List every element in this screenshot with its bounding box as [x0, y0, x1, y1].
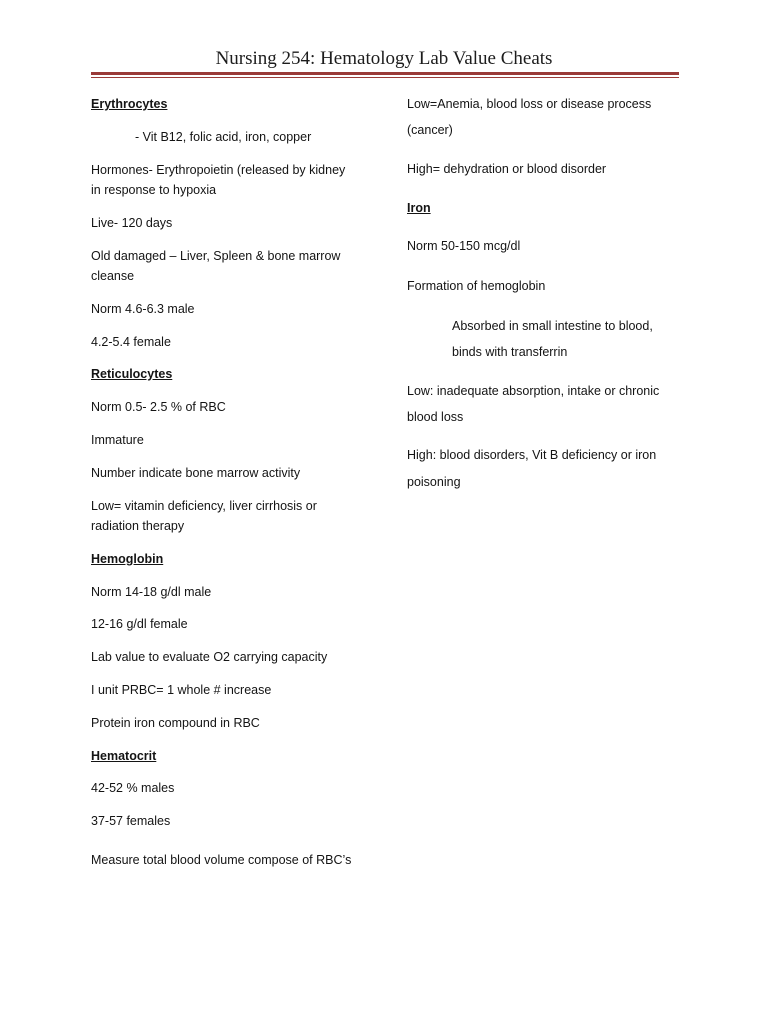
title-rule-thick [91, 72, 679, 75]
section-heading: Hemoglobin [91, 552, 164, 566]
text-line: (cancer) [407, 123, 453, 137]
title-rule-thin [91, 77, 679, 78]
text-line: 4.2-5.4 female [91, 335, 171, 349]
text-line: in response to hypoxia [91, 183, 217, 197]
text-line: binds with transferrin [452, 345, 568, 359]
text-line: High= dehydration or blood disorder [407, 162, 607, 176]
text-line: High: blood disorders, Vit B deficiency or iron [407, 448, 657, 462]
text-line: Number indicate bone marrow activity [91, 466, 301, 480]
section-heading: Reticulocytes [91, 367, 173, 381]
page-title: Nursing 254: Hematology Lab Value Cheats [215, 48, 553, 69]
text-line: poisoning [407, 475, 461, 489]
text-line: Protein iron compound in RBC [91, 716, 260, 730]
text-line: Absorbed in small intestine to blood, [452, 319, 653, 333]
text-line: Live- 120 days [91, 216, 173, 230]
text-line: 12-16 g/dl female [91, 617, 188, 631]
section-heading: Iron [407, 201, 431, 215]
text-line: Measure total blood volume compose of RBC’s [91, 853, 352, 867]
text-line: Norm 0.5- 2.5 % of RBC [91, 400, 226, 414]
text-line: Formation of hemoglobin [407, 279, 546, 293]
text-line: blood loss [407, 410, 464, 424]
section-heading: Hematocrit [91, 749, 157, 763]
text-line: Norm 14-18 g/dl male [91, 585, 212, 599]
text-line: radiation therapy [91, 519, 185, 533]
text-line: cleanse [91, 269, 135, 283]
text-line: Low= vitamin deficiency, liver cirrhosis or [91, 499, 317, 513]
text-line: - Vit B12, folic acid, iron, copper [135, 130, 312, 144]
text-line: Immature [91, 433, 144, 447]
text-line: Low: inadequate absorption, intake or chronic [407, 384, 660, 398]
text-line: Hormones- Erythropoietin (released by kidney [91, 163, 346, 177]
text-line: Norm 50-150 mcg/dl [407, 239, 521, 253]
text-line: Old damaged – Liver, Spleen & bone marrow [91, 249, 341, 263]
text-line: Norm 4.6-6.3 male [91, 302, 195, 316]
section-heading: Erythrocytes [91, 97, 168, 111]
text-line: I unit PRBC= 1 whole # increase [91, 683, 272, 697]
text-line: 37-57 females [91, 814, 171, 828]
text-line: 42-52 % males [91, 781, 175, 795]
text-line: Low=Anemia, blood loss or disease process [407, 97, 652, 111]
text-line: Lab value to evaluate O2 carrying capacity [91, 650, 328, 664]
